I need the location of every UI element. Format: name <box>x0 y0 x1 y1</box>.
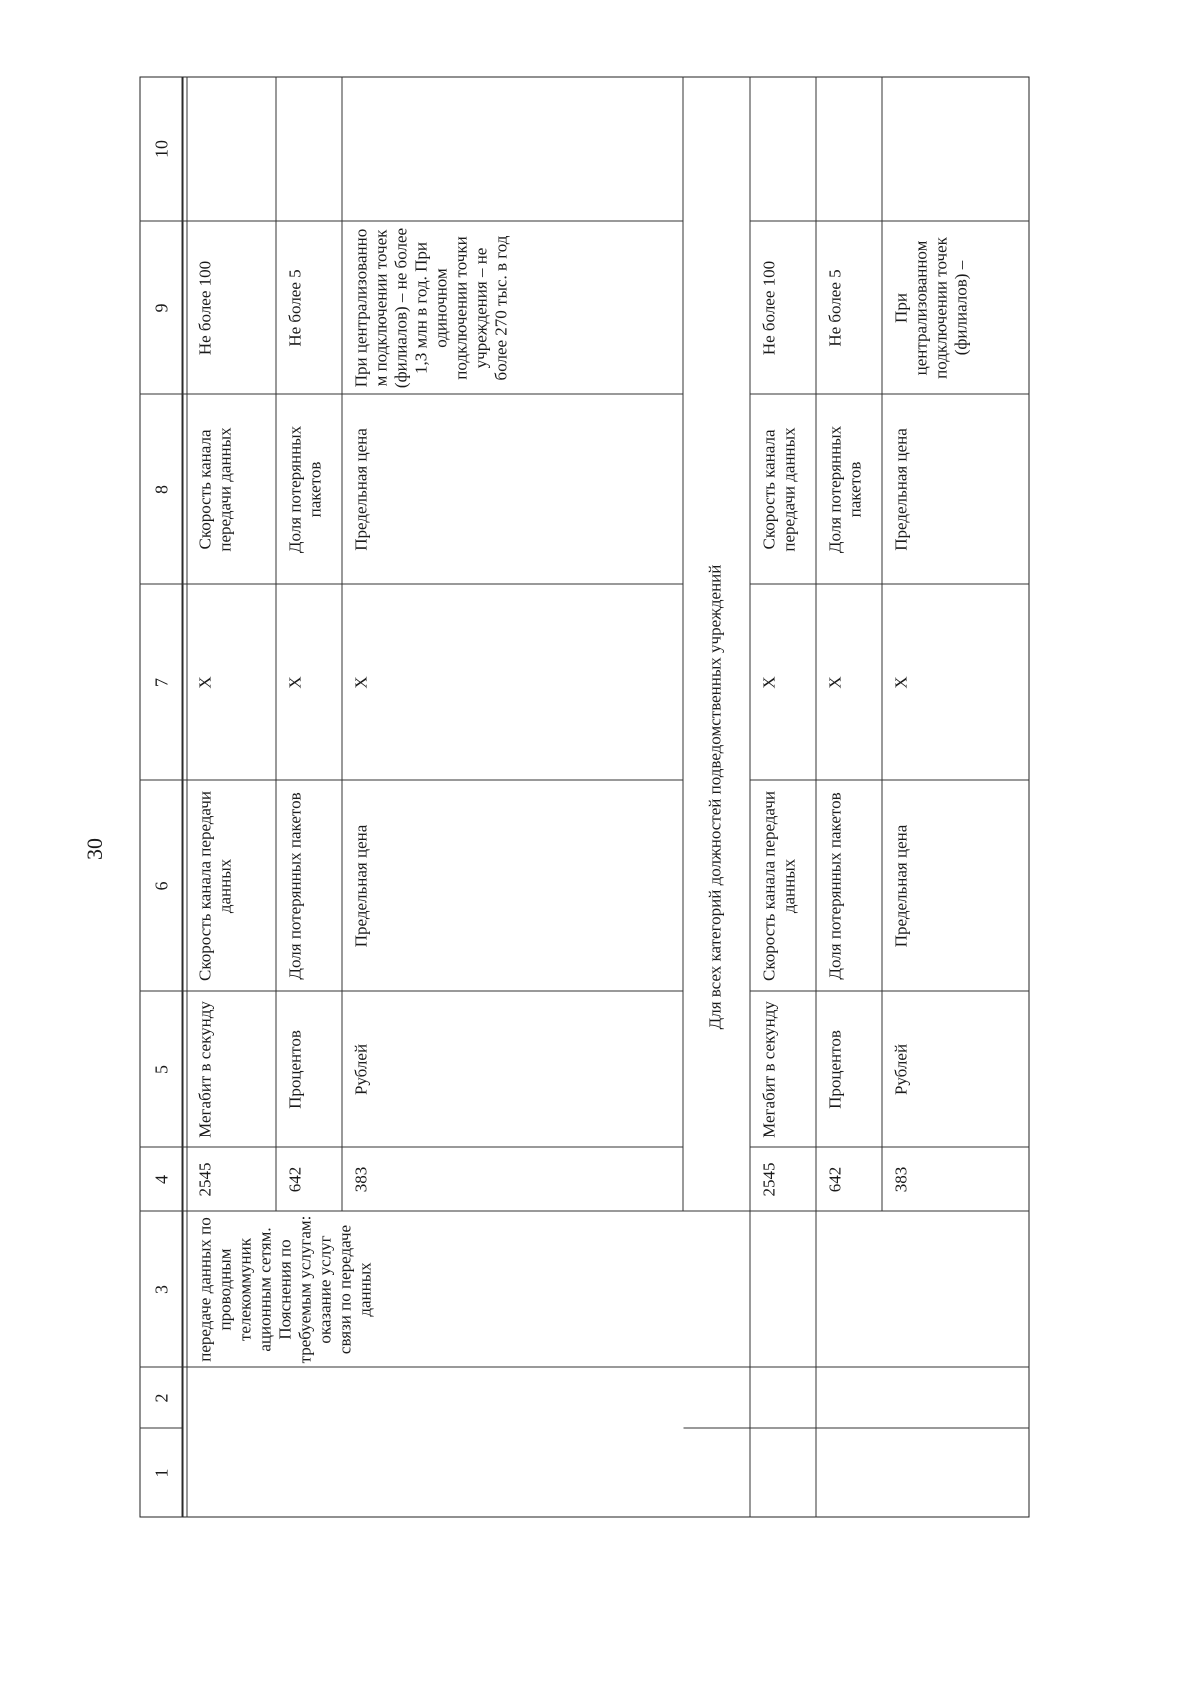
row-divider <box>816 77 817 1518</box>
header-col-5: 5 <box>151 1065 172 1074</box>
g1-r2-c7: X <box>285 676 305 689</box>
g2-r3-c7: X <box>891 676 911 689</box>
row-divider <box>750 77 751 1518</box>
g2-r3-c9: При централизованном подключении точек (филиалов) – <box>891 237 971 379</box>
row-divider <box>882 77 883 1212</box>
header-col-4: 4 <box>151 1175 172 1184</box>
g2-r2-c8: Доля потерянных пакетов <box>825 425 865 554</box>
g2-r2-c6: Доля потерянных пакетов <box>825 792 845 980</box>
header-col-8: 8 <box>151 485 172 494</box>
g1-r3-c4: 383 <box>351 1166 371 1193</box>
section-title: Для всех категорий должностей подведомственных учреждений <box>705 564 725 1030</box>
g1-r3-c10 <box>346 77 683 222</box>
g2-r3-c10 <box>886 77 1030 222</box>
g1-r2-c5: Процентов <box>285 1030 305 1109</box>
g2-r1-c4: 2545 <box>759 1162 779 1197</box>
g2-r3-c5: Рублей <box>891 1043 911 1096</box>
g1-r1-c7: X <box>195 676 215 689</box>
g2-r1-c6: Скорость канала передачи данных <box>759 791 799 981</box>
row-divider <box>342 77 343 1212</box>
g1-r2-c6: Доля потерянных пакетов <box>285 792 305 980</box>
header-col-9: 9 <box>151 303 172 313</box>
g2-r2-c7: X <box>825 676 845 689</box>
row-divider <box>276 77 277 1212</box>
g1-r3-c5: Рублей <box>351 1043 371 1096</box>
g2-r3-c8: Предельная цена <box>891 428 911 551</box>
g1-r3-c6: Предельная цена <box>351 824 371 948</box>
g2-r1-c5: Мегабит в секунду <box>759 1001 779 1138</box>
g2-r2-c9: Не более 5 <box>825 269 845 347</box>
g2-r1-c10 <box>754 77 816 222</box>
g1-r1-c9: Не более 100 <box>195 260 215 356</box>
col-divider <box>684 1428 1030 1429</box>
header-col-10: 10 <box>151 140 172 158</box>
header-divider-double <box>187 77 188 1518</box>
page-number: 30 <box>82 838 107 860</box>
g1-r2-c9: Не более 5 <box>285 269 305 347</box>
g1-r2-c4: 642 <box>285 1166 305 1193</box>
g2-r2-c5: Процентов <box>825 1030 845 1109</box>
g2-r3-c4: 383 <box>891 1166 911 1193</box>
g1-r1-c10 <box>190 77 276 222</box>
header-col-1: 1 <box>151 1468 172 1478</box>
g2-r1-c9: Не более 100 <box>759 260 779 356</box>
header-col-3: 3 <box>151 1285 172 1294</box>
row-divider <box>683 77 684 1212</box>
g1-r1-c4: 2545 <box>195 1162 215 1197</box>
g1-r3-c7: X <box>351 676 371 689</box>
g1-r1-c5: Мегабит в секунду <box>195 1001 215 1138</box>
g2-r1-c8: Скорость канала передачи данных <box>759 427 799 552</box>
g1-r3-c8: Предельная цена <box>351 428 371 551</box>
continuation-text: передаче данных по проводным телекоммуник ационным сетям. Пояснения по требуемым услугам: оказание услуг связи по передаче данных <box>195 1215 375 1364</box>
g1-r1-c8: Скорость канала передачи данных <box>195 427 235 552</box>
g2-r2-c4: 642 <box>825 1166 845 1193</box>
g1-r2-c10 <box>280 77 342 222</box>
header-col-6: 6 <box>151 881 172 891</box>
g2-r2-c10 <box>820 77 882 222</box>
rule <box>182 77 183 1518</box>
g1-r1-c6: Скорость канала передачи данных <box>195 791 235 981</box>
rotated-table <box>140 77 1030 1518</box>
g1-r3-c9: При централизованно м подключении точек (филиалов) – не более 1,3 млн в год. При одиночном подключении точки учреждения – не более 270 тыс. в год <box>351 227 511 389</box>
g2-r3-c6: Предельная цена <box>891 824 911 948</box>
header-col-7: 7 <box>151 678 172 687</box>
header-col-2: 2 <box>151 1393 172 1403</box>
g1-r2-c8: Доля потерянных пакетов <box>285 425 325 554</box>
g2-r1-c7: X <box>759 676 779 689</box>
